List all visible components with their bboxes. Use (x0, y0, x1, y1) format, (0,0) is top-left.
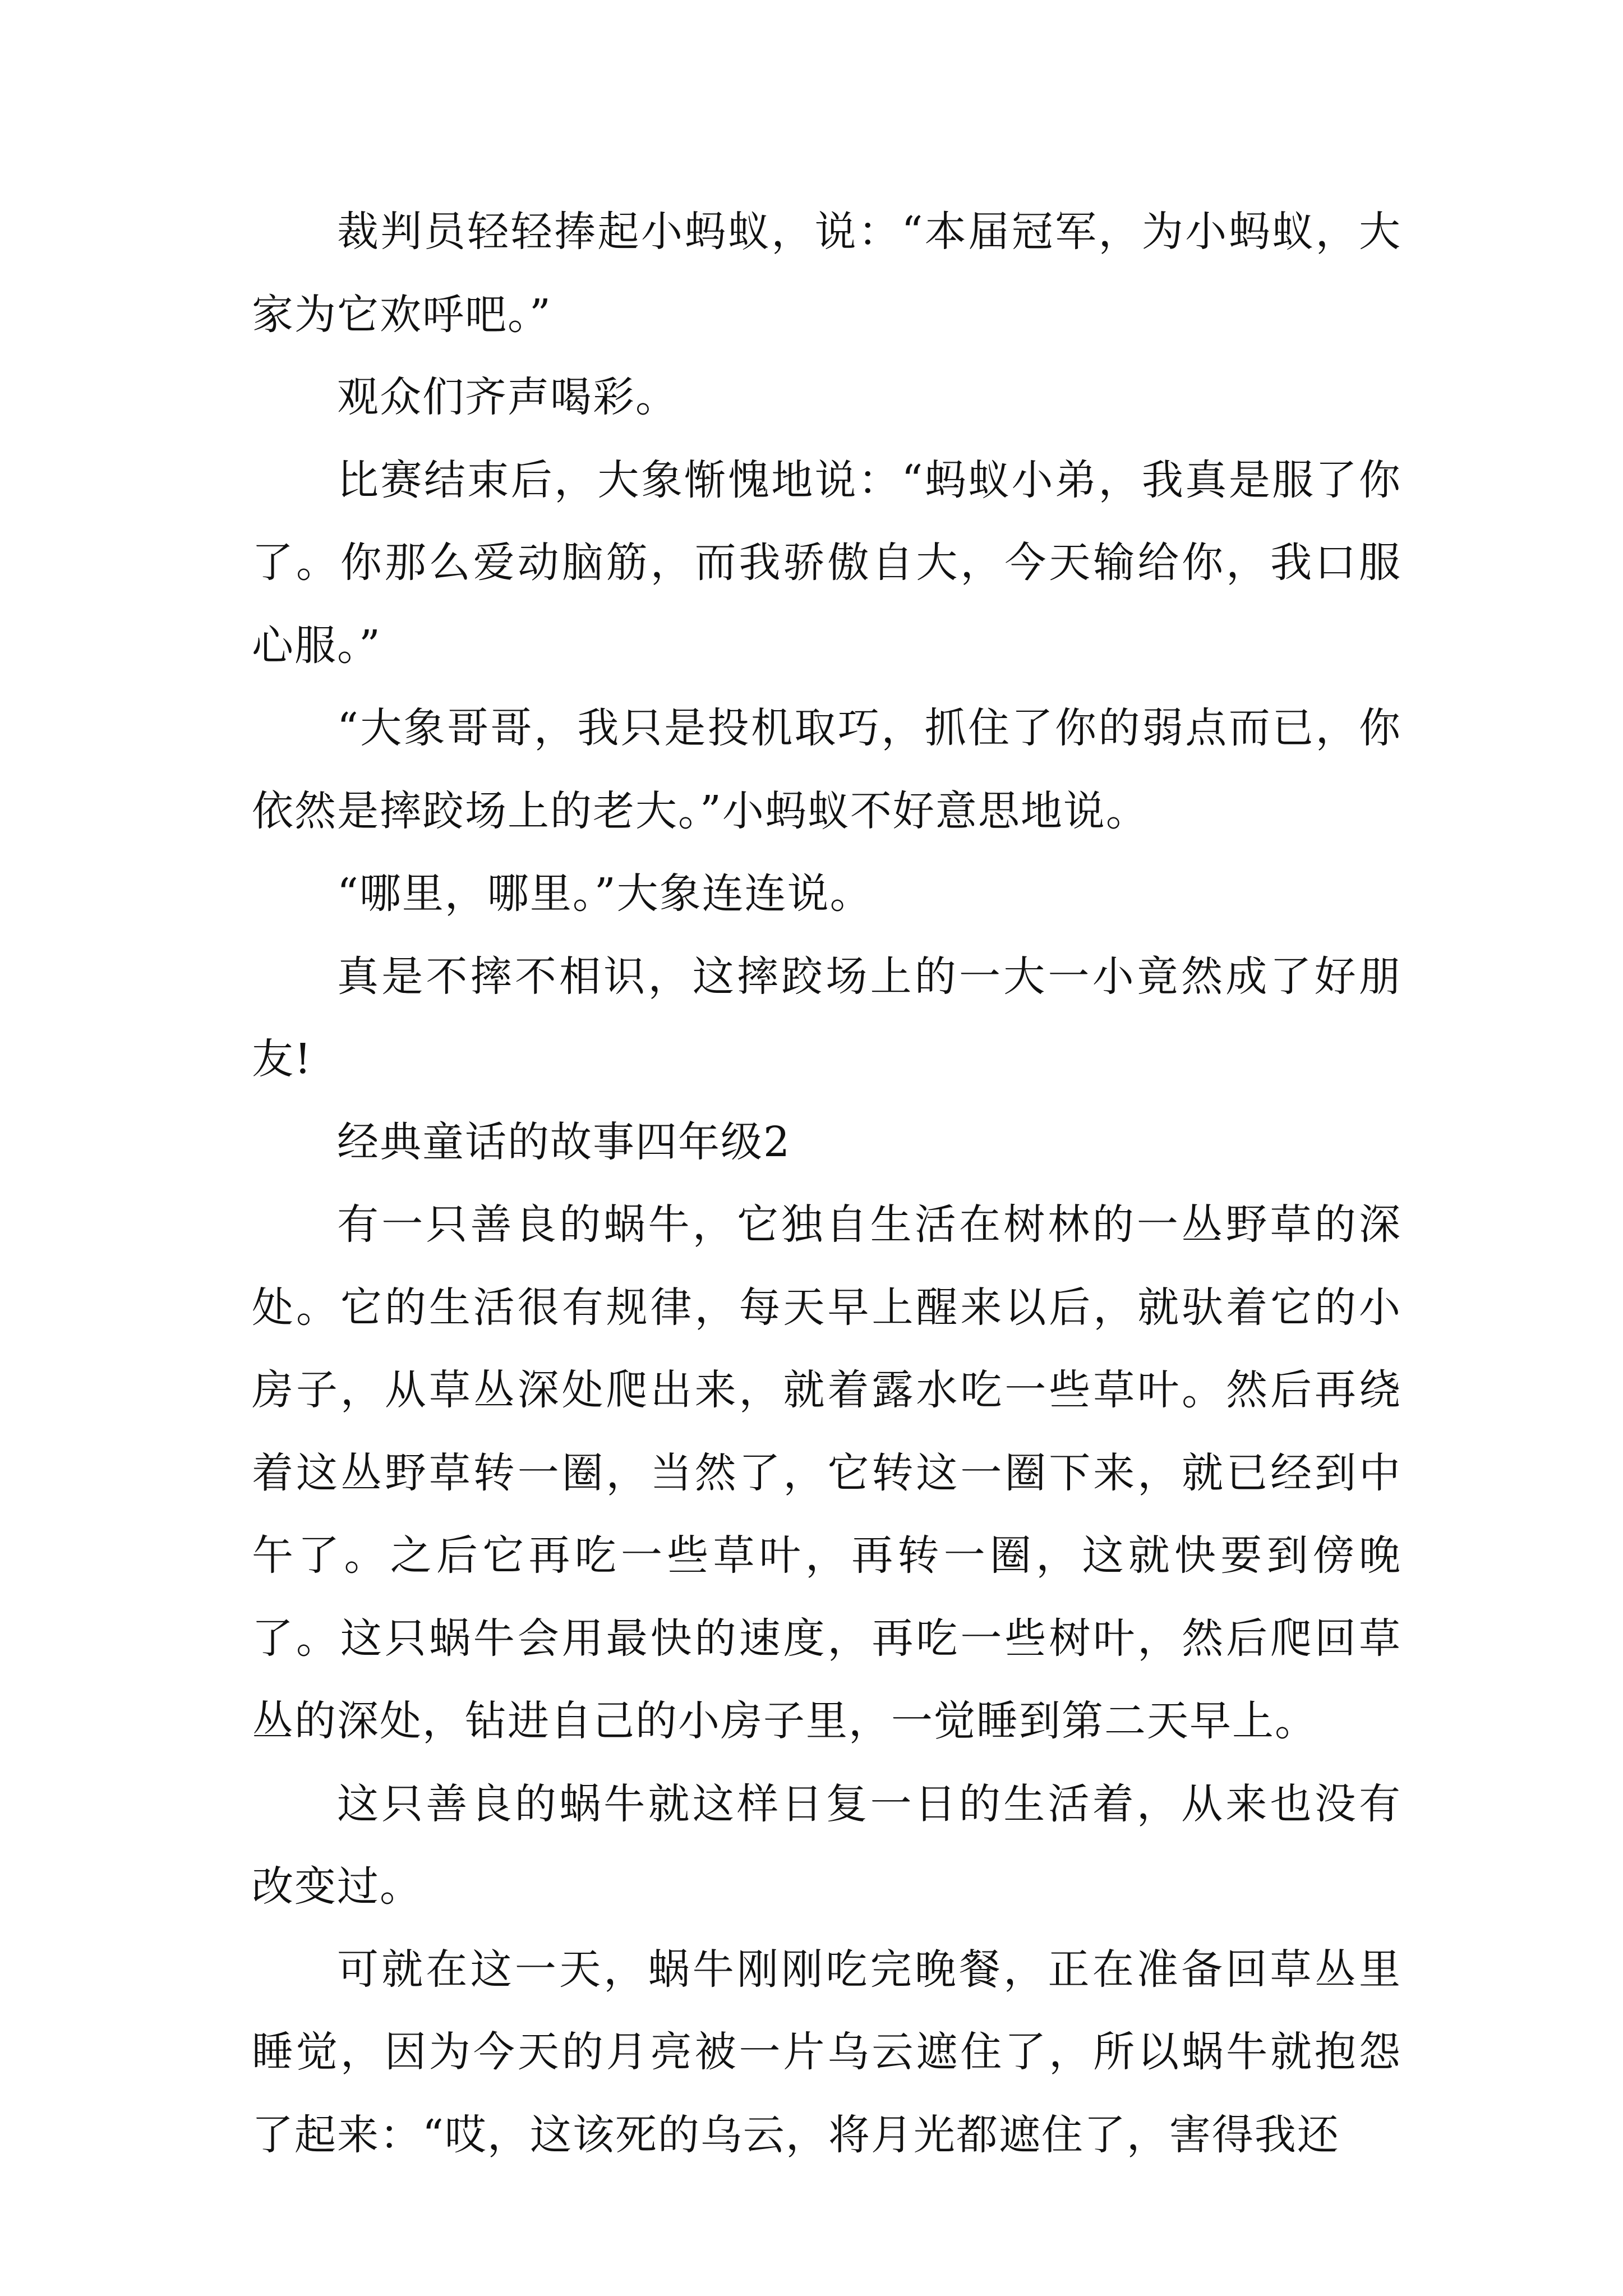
document-body (252, 191, 1401, 2177)
paragraph: 可就在这一天，蜗牛刚刚吃完晚餐，正在准备回草丛里睡觉，因为今天的月亮被一片乌云遮住了，所以蜗牛就抱怨了起来：“哎，这该死的乌云，将月光都遮住了，害得我还 (252, 1945, 1401, 2159)
section-heading: 经典童话的故事四年级2 (337, 1117, 791, 1166)
paragraph: 有一只善良的蜗牛，它独自生活在树林的一丛野草的深处。它的生活很有规律，每天早上醒来以后，就驮着它的小房子，从草丛深处爬出来，就着露水吃一些草叶。然后再绕着这丛野草转一圈，当然了，它转这一圈下来，就已经到中午了。之后它再吃一些草叶，再转一圈，这就快要到傍晚了。这只蜗牛会用最快的速度，再吃一些树叶，然后爬回草丛的深处，钻进自己的小房子里，一觉睡到第二天早上。 (252, 1200, 1401, 1745)
paragraph: “大象哥哥，我只是投机取巧，抓住了你的弱点而已，你依然是摔跤场上的老大。”小蚂蚁不好意思地说。 (252, 704, 1401, 835)
paragraph: 这只善良的蜗牛就这样日复一日的生活着，从来也没有改变过。 (252, 1779, 1401, 1911)
paragraph: 观众们齐声喝彩。 (337, 373, 678, 421)
paragraph: 真是不摔不相识，这摔跤场上的一大一小竟然成了好朋友! (252, 952, 1401, 1083)
paragraph: 比赛结束后，大象惭愧地说：“蚂蚁小弟，我真是服了你了。你那么爱动脑筋，而我骄傲自大，今天输给你，我口服心服。” (252, 455, 1401, 670)
paragraph: “哪里，哪里。”大象连连说。 (337, 869, 873, 918)
paragraph: 裁判员轻轻捧起小蚂蚁，说：“本届冠军，为小蚂蚁，大家为它欢呼吧。” (252, 208, 1401, 339)
